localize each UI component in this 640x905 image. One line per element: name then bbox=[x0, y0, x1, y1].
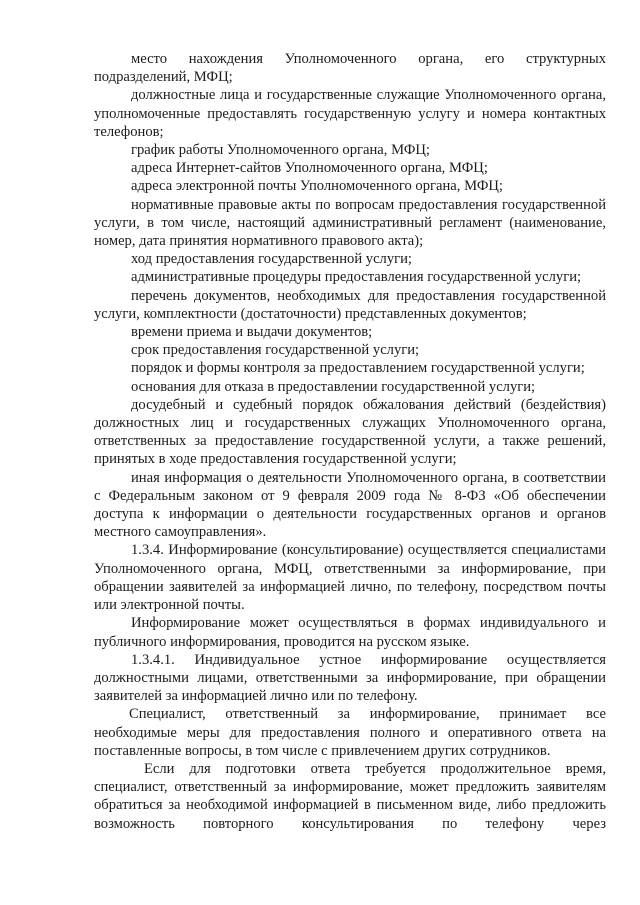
paragraph: административные процедуры предоставления государственной услуги; bbox=[131, 269, 582, 286]
paragraph: срок предоставления государственной услуги; bbox=[131, 342, 420, 359]
paragraph: Информирование может осуществляться в формах индивидуального и публичного информирования, проводится на русском языке. bbox=[94, 615, 606, 650]
paragraph: Специалист, ответственный за информирование, принимает все необходимые меры для предоставления полного и оперативного ответа на поставленные вопросы, в том числе с привлечением других сотрудников. bbox=[94, 706, 606, 759]
paragraph: адреса Интернет-сайтов Уполномоченного органа, МФЦ; bbox=[131, 160, 488, 177]
paragraph: ход предоставления государственной услуги; bbox=[131, 251, 412, 268]
paragraph: должностные лица и государственные служащие Уполномоченного органа, уполномоченные предоставлять государственную услугу и номера контактных телефонов; bbox=[94, 87, 606, 140]
paragraph: иная информация о деятельности Уполномоченного органа, в соответствии с Федеральным законом от 9 февраля 2009 года № 8-ФЗ «Об обеспечении доступа к информации о деятельности государственных органов и органов местного самоуправления». bbox=[94, 469, 606, 541]
section-1-3-4: 1.3.4. Информирование (консультирование) осуществляется специалистами Уполномоченного органа, МФЦ, ответственными за информирование, при обращении заявителей за информацией лично, по телефону, посредством почты или электронной почты. bbox=[94, 542, 606, 614]
document-page bbox=[94, 50, 606, 833]
paragraph: Если для подготовки ответа требуется продолжительное время, специалист, ответственный за информирование, может предложить заявителям обратиться за необходимой информацией в письменном виде, либо предложить возможность повторного консультирования по телефону через bbox=[94, 760, 606, 832]
paragraph: времени приема и выдачи документов; bbox=[131, 324, 373, 341]
paragraph: нормативные правовые акты по вопросам предоставления государственной услуги, в том числе, настоящий административный регламент (наименование, номер, дата принятия нормативного правового акта); bbox=[94, 196, 606, 250]
paragraph: адреса электронной почты Уполномоченного органа, МФЦ; bbox=[131, 178, 503, 195]
paragraph: порядок и формы контроля за предоставлением государственной услуги; bbox=[131, 360, 585, 377]
paragraph: основания для отказа в предоставлении государственной услуги; bbox=[131, 378, 536, 395]
paragraph: перечень документов, необходимых для предоставления государственной услуги, комплектности (достаточности) представленных документов; bbox=[94, 287, 606, 322]
section-1-3-4-1: 1.3.4.1. Индивидуальное устное информирование осуществляется должностными лицами, ответственными за информирование, при обращении заявителей за информацией лично или по телефону. bbox=[94, 651, 606, 705]
paragraph: место нахождения Уполномоченного органа, его структурных подразделений, МФЦ; bbox=[94, 51, 606, 86]
paragraph: график работы Уполномоченного органа, МФЦ; bbox=[131, 142, 430, 159]
paragraph: досудебный и судебный порядок обжалования действий (бездействия) должностных лиц и государственных служащих Уполномоченного органа, ответственных за предоставление государственной услуги, а также решений, принятых в ходе предоставления государственной услуги; bbox=[94, 396, 606, 468]
